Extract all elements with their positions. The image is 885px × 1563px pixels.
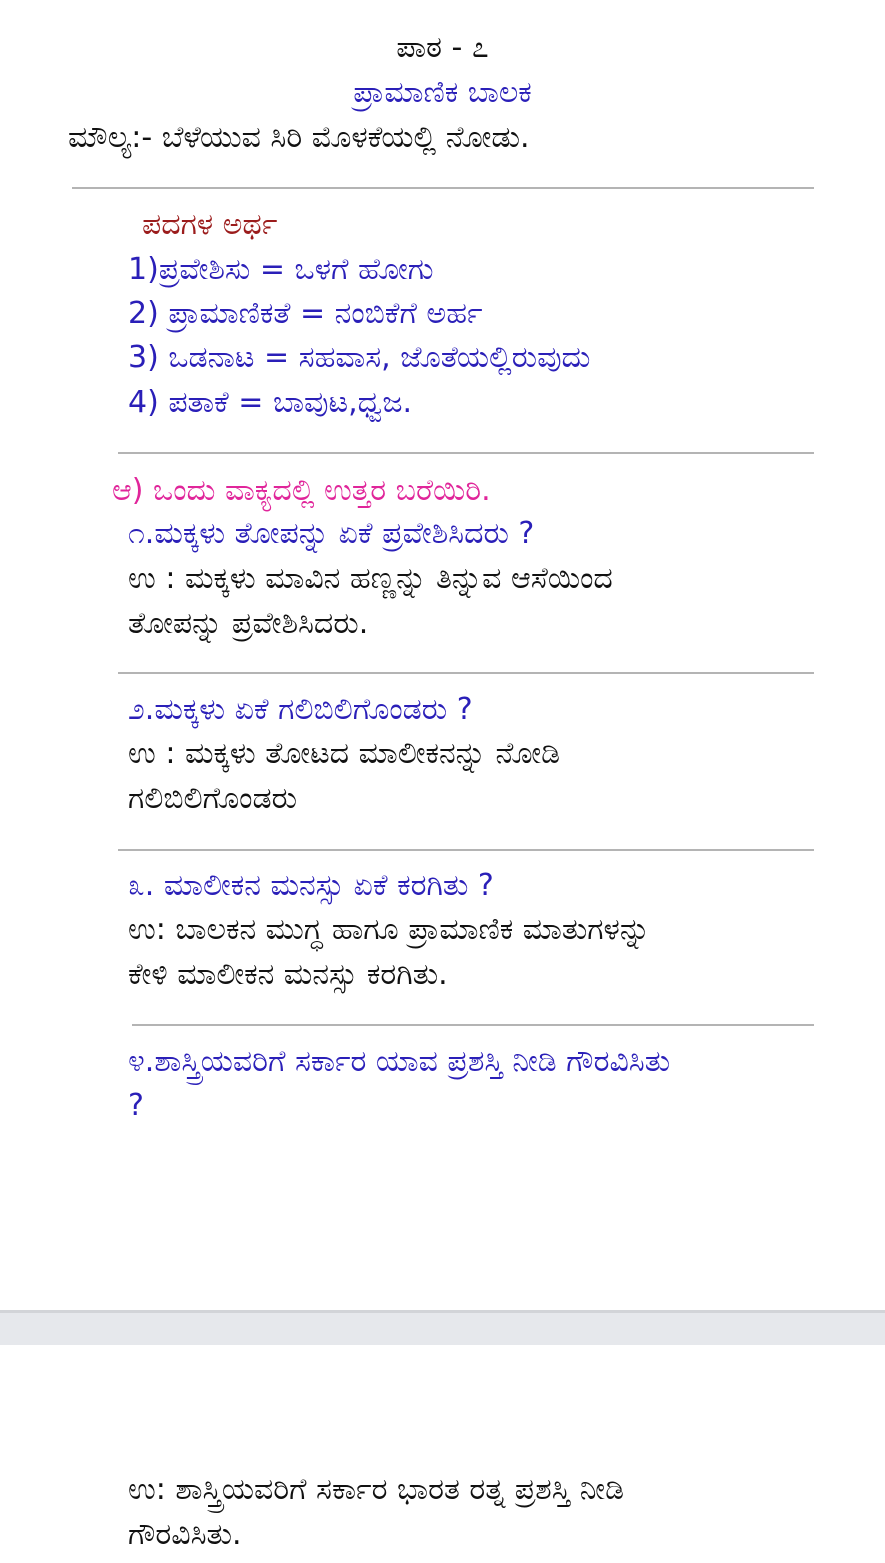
question-1: ೧.ಮಕ್ಕಳು ತೋಪನ್ನು ಏಕೆ ಪ್ರವೇಶಿಸಿದರು ? [128, 516, 535, 551]
glossary-heading: ಪದಗಳ ಅರ್ಥ [142, 207, 278, 242]
answer-2-line-1: ಉ : ಮಕ್ಕಳು ತೋಟದ ಮಾಲೀಕನನ್ನು ನೋಡಿ [128, 736, 561, 771]
divider [72, 187, 814, 189]
answer-3-line-1: ಉ: ಬಾಲಕನ ಮುಗ್ಧ ಹಾಗೂ ಪ್ರಾಮಾಣಿಕ ಮಾತುಗಳನ್ನು [128, 912, 651, 947]
question-3: ೩. ಮಾಲೀಕನ ಮನಸ್ಸು ಏಕೆ ಕರಗಿತು ? [128, 868, 494, 903]
divider [118, 672, 814, 674]
answer-1-line-2: ತೋಪನ್ನು ಪ್ರವೇಶಿಸಿದರು. [128, 606, 369, 641]
lesson-moral: ಮೌಲ್ಯ:- ಬೆಳೆಯುವ ಸಿರಿ ಮೊಳಕೆಯಲ್ಲಿ ನೋಡು. [68, 120, 530, 155]
lesson-number: ಪಾಠ - ೭ [396, 30, 489, 65]
glossary-item: 2) ಪ್ರಾಮಾಣಿಕತೆ = ನಂಬಿಕೆಗೆ ಅರ್ಹ [128, 296, 483, 331]
lesson-title: ಪ್ರಾಮಾಣಿಕ ಬಾಲಕ [353, 75, 532, 110]
question-4-line-2: ? [128, 1088, 144, 1123]
question-4-line-1: ೪.ಶಾಸ್ತ್ರಿಯವರಿಗೆ ಸರ್ಕಾರ ಯಾವ ಪ್ರಶಸ್ತಿ ನೀಡಿ ಗೌರವಿಸಿತು [128, 1044, 671, 1079]
answer-4-line-1: ಉ: ಶಾಸ್ತ್ರಿಯವರಿಗೆ ಸರ್ಕಾರ ಭಾರತ ರತ್ನ ಪ್ರಶಸ್ತಿ ನೀಡಿ [128, 1472, 624, 1507]
glossary-item: 1)ಪ್ರವೇಶಿಸು = ಒಳಗೆ ಹೋಗು [128, 252, 434, 287]
document-page-2 [0, 1345, 885, 1563]
divider [118, 452, 814, 454]
answer-2-line-2: ಗಲಿಬಿಲಿಗೊಂಡರು [128, 781, 297, 816]
question-2: ೨.ಮಕ್ಕಳು ಏಕೆ ಗಲಿಬಿಲಿಗೊಂಡರು ? [128, 692, 473, 727]
answer-1-line-1: ಉ : ಮಕ್ಕಳು ಮಾವಿನ ಹಣ್ಣನ್ನು ತಿನ್ನುವ ಆಸೆಯಿಂದ [128, 561, 613, 596]
divider [118, 849, 814, 851]
answer-4-line-2: ಗೌರವಿಸಿತು. [128, 1517, 242, 1552]
page-break [0, 1310, 885, 1345]
section-a-heading: ಆ) ಒಂದು ವಾಕ್ಯದಲ್ಲಿ ಉತ್ತರ ಬರೆಯಿರಿ. [112, 473, 491, 508]
answer-3-line-2: ಕೇಳಿ ಮಾಲೀಕನ ಮನಸ್ಸು ಕರಗಿತು. [128, 957, 448, 992]
divider [132, 1024, 814, 1026]
glossary-item: 4) ಪತಾಕೆ = ಬಾವುಟ,ಧ್ವಜ. [128, 385, 413, 420]
glossary-item: 3) ಒಡನಾಟ = ಸಹವಾಸ, ಜೊತೆಯಲ್ಲಿರುವುದು [128, 340, 591, 375]
